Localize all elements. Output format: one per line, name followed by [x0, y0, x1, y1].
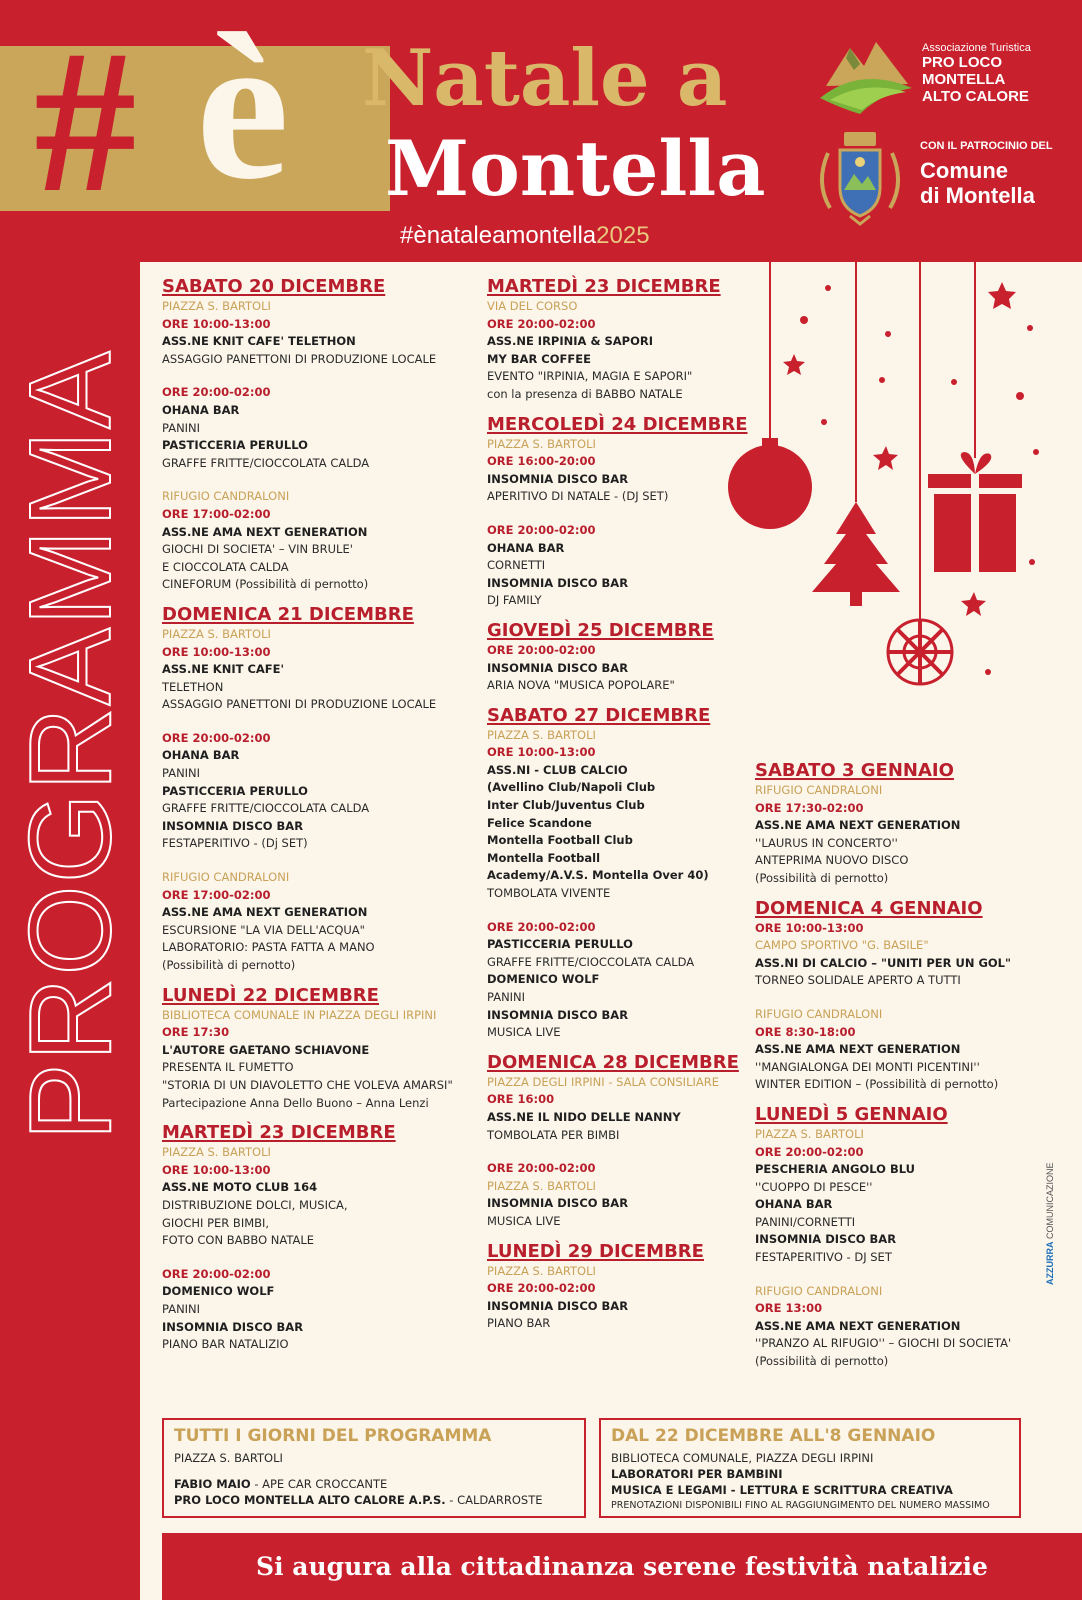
event-org-line: ASS.NE KNIT CAFE' TELETHON [162, 334, 356, 349]
event-desc-line: CORNETTI [487, 558, 546, 573]
event-place-line: PIAZZA S. BARTOLI [162, 299, 271, 313]
event-org-line: INSOMNIA DISCO BAR [755, 1232, 897, 1247]
event-day [487, 414, 747, 610]
library-box-line-1-text: LABORATORI PER BAMBINI [611, 1467, 783, 1481]
event-day [755, 1104, 1055, 1371]
e-letter-mark: è [196, 0, 290, 223]
title-montella: Montella [385, 124, 766, 213]
event-org-line: INSOMNIA DISCO BAR [487, 1007, 629, 1022]
proloco-logo [820, 32, 1070, 122]
proloco-line2: PRO LOCO [922, 54, 1003, 71]
daily-box-item-1-name: FABIO MAIO [174, 1477, 251, 1491]
comune-line3: di Montella [920, 183, 1035, 208]
event-date-heading: MARTEDÌ 23 DICEMBRE [162, 1122, 396, 1144]
event-block [755, 782, 1055, 888]
event-date-heading: SABATO 27 DICEMBRE [487, 704, 711, 726]
event-org-line: ASS.NE IRPINIA & SAPORI [487, 334, 654, 349]
event-desc-line: LABORATORIO: PASTA FATTA A MANO [162, 940, 375, 955]
event-place-line: CAMPO SPORTIVO "G. BASILE" [755, 938, 929, 953]
agency-rest: COMUNICAZIONE [1045, 1162, 1055, 1242]
event-place-line: BIBLIOTECA COMUNALE IN PIAZZA DEGLI IRPINI [162, 1007, 437, 1022]
hashtag-text: #ènataleamontella [400, 222, 597, 249]
event-date-heading: DOMENICA 21 DICEMBRE [162, 603, 414, 625]
event-block [487, 522, 747, 610]
event-org-line: PASTICCERIA PERULLO [162, 438, 308, 453]
event-desc-line: FOTO CON BABBO NATALE [162, 1233, 315, 1248]
event-block [755, 920, 1055, 990]
event-day [487, 276, 747, 404]
event-desc-line: PIANO BAR NATALIZIO [162, 1337, 289, 1352]
event-day [487, 1052, 747, 1231]
event-date-heading: SABATO 3 GENNAIO [755, 760, 954, 781]
event-date-heading: MARTEDÌ 23 DICEMBRE [487, 276, 721, 297]
event-block [487, 642, 747, 695]
event-desc-line: (Possibilità di pernotto) [755, 870, 889, 885]
event-day [162, 1122, 472, 1354]
event-time-line: ORE 20:00-02:00 [487, 1161, 596, 1176]
event-desc-line: GIOCHI PER BIMBI, [162, 1215, 270, 1230]
event-desc-line: WINTER EDITION – (Possibilità di pernotto) [755, 1077, 999, 1092]
event-time-line: ORE 20:00-02:00 [487, 316, 596, 331]
event-desc-line: GIOCHI DI SOCIETA' – VIN BRULE' [162, 542, 353, 557]
event-org-line: ASS.NE AMA NEXT GENERATION [755, 1042, 961, 1057]
daily-box-item-2-desc: - CALDARROSTE [445, 1493, 543, 1507]
event-org-line: INSOMNIA DISCO BAR [162, 818, 304, 833]
event-time-line: ORE 20:00-02:00 [487, 522, 596, 537]
event-org-line: Felice Scandone [487, 815, 592, 830]
event-block [162, 730, 472, 853]
event-block [162, 1007, 472, 1113]
daily-box-item-2-name: PRO LOCO MONTELLA ALTO CALORE A.P.S. [174, 1493, 446, 1507]
event-date-heading: GIOVEDÌ 25 DICEMBRE [487, 619, 714, 641]
header-banner [0, 0, 1082, 262]
event-place-line: VIA DEL CORSO [487, 299, 578, 313]
event-date-heading: DOMENICA 28 DICEMBRE [487, 1051, 739, 1073]
daily-box-item-2 [174, 1492, 574, 1508]
event-desc-line: ASSAGGIO PANETTONI DI PRODUZIONE LOCALE [162, 697, 437, 712]
event-place-line: RIFUGIO CANDRALONI [162, 489, 290, 504]
event-org-line: PASTICCERIA PERULLO [487, 937, 633, 952]
event-desc-line: TELETHON [162, 679, 224, 694]
gift-icon [928, 452, 1022, 572]
event-place-line: RIFUGIO CANDRALONI [755, 1006, 883, 1021]
event-day [755, 898, 1055, 1094]
event-org-line: INSOMNIA DISCO BAR [162, 1319, 304, 1334]
event-org-line: ASS.NI DI CALCIO – "UNITI PER UN GOL" [755, 955, 1011, 970]
event-desc-line: GRAFFE FRITTE/CIOCCOLATA CALDA [162, 455, 370, 470]
event-org-line: ASS.NI - CLUB CALCIO [487, 762, 628, 777]
agency-credit [1045, 1162, 1055, 1285]
event-desc-line: APERITIVO DI NATALE - (DJ SET) [487, 489, 669, 504]
library-box-line-1 [611, 1466, 1009, 1482]
event-day [755, 760, 1055, 888]
bauble-icon [728, 438, 812, 529]
event-day [162, 604, 472, 975]
comune-line1: CON IL PATROCINIO DEL [920, 140, 1053, 152]
event-desc-line: ''PRANZO AL RIFUGIO'' – GIOCHI DI SOCIETA' [755, 1336, 1012, 1351]
event-block [487, 298, 747, 404]
event-time-line: ORE 20:00-02:00 [162, 385, 271, 400]
event-org-line: ASS.NE AMA NEXT GENERATION [162, 905, 368, 920]
event-org-line: INSOMNIA DISCO BAR [487, 660, 629, 675]
event-block [162, 488, 472, 594]
event-desc-line: (Possibilità di pernotto) [162, 958, 296, 972]
event-desc-line: con la presenza di BABBO NATALE [487, 386, 683, 401]
event-org-line: PESCHERIA ANGOLO BLU [755, 1162, 915, 1177]
event-org-line: ASS.NE AMA NEXT GENERATION [755, 1318, 961, 1333]
program-column-1 [162, 276, 472, 1364]
event-desc-line: FESTAPERITIVO - DJ SET [755, 1250, 892, 1265]
comune-patronage [810, 128, 1080, 228]
event-desc-line: ''MANGIALONGA DEI MONTI PICENTINI'' [755, 1059, 980, 1074]
event-place-line: RIFUGIO CANDRALONI [755, 783, 883, 797]
hash-mark: # [34, 8, 129, 235]
event-day [162, 276, 472, 594]
event-org-line: Inter Club/Juventus Club [487, 798, 645, 813]
event-time-line: ORE 17:30 [162, 1025, 230, 1040]
program-column-2 [487, 276, 747, 1343]
event-block [487, 727, 747, 903]
daily-program-box [162, 1418, 586, 1518]
event-block [487, 1074, 747, 1144]
event-desc-line: TORNEO SOLIDALE APERTO A TUTTI [755, 973, 961, 988]
event-desc-line: DJ FAMILY [487, 593, 542, 608]
event-time-line: ORE 16:00-20:00 [487, 454, 596, 469]
event-place-line: PIAZZA S. BARTOLI [487, 1263, 596, 1278]
event-org-line: DOMENICO WOLF [162, 1284, 275, 1299]
event-desc-line: ''CUOPPO DI PESCE'' [755, 1179, 873, 1194]
event-desc-line: TOMBOLATA PER BIMBI [487, 1127, 620, 1142]
event-time-line: ORE 17:30-02:00 [755, 800, 864, 815]
event-time-line: ORE 20:00-02:00 [162, 730, 271, 745]
event-block [162, 384, 472, 472]
event-date-heading: LUNEDÌ 5 GENNAIO [755, 1103, 948, 1125]
proloco-line3: MONTELLA [922, 71, 1006, 88]
event-desc-line: PANINI [162, 420, 201, 435]
library-box-line-3: PRENOTAZIONI DISPONIBILI FINO AL RAGGIUNGIMENTO DEL NUMERO MASSIMO [611, 1500, 990, 1511]
event-desc-line: PANINI [487, 990, 526, 1004]
event-time-line: ORE 17:00-02:00 [162, 887, 271, 902]
library-box-line-2-text: MUSICA E LEGAMI - LETTURA E SCRITTURA CREATIVA [611, 1483, 953, 1497]
event-time-line: ORE 20:00-02:00 [487, 919, 596, 934]
event-desc-line: ASSAGGIO PANETTONI DI PRODUZIONE LOCALE [162, 351, 437, 366]
event-block [755, 1126, 1055, 1267]
event-desc-line: PANINI [162, 1301, 201, 1316]
event-date-heading: SABATO 20 DICEMBRE [162, 276, 386, 297]
event-time-line: ORE 20:00-02:00 [162, 1266, 271, 1281]
event-desc-line: ARIA NOVA "MUSICA POPOLARE" [487, 678, 675, 693]
event-desc-line: ESCURSIONE "LA VIA DELL'ACQUA" [162, 922, 365, 937]
event-org-line: L'AUTORE GAETANO SCHIAVONE [162, 1042, 370, 1057]
event-desc-line: ANTEPRIMA NUOVO DISCO [755, 853, 909, 868]
library-box-title: DAL 22 DICEMBRE ALL'8 GENNAIO [611, 1426, 936, 1446]
event-org-line: (Avellino Club/Napoli Club [487, 780, 656, 795]
event-org-line: OHANA BAR [755, 1197, 833, 1212]
event-org-line: ASS.NE AMA NEXT GENERATION [755, 818, 961, 833]
hashtag-year: 2025 [596, 222, 650, 249]
event-date-heading: LUNEDÌ 29 DICEMBRE [487, 1240, 704, 1262]
event-place-line: PIAZZA S. BARTOLI [162, 1145, 271, 1160]
event-desc-line: TOMBOLATA VIVENTE [487, 886, 611, 901]
event-place-line: PIAZZA S. BARTOLI [487, 436, 596, 451]
event-org-line: INSOMNIA DISCO BAR [487, 1196, 629, 1211]
daily-box-place: PIAZZA S. BARTOLI [174, 1451, 283, 1465]
proloco-line1: Associazione Turistica [922, 42, 1031, 54]
event-org-line: ASS.NE AMA NEXT GENERATION [162, 524, 368, 539]
event-org-line: ASS.NE KNIT CAFE' [162, 662, 285, 677]
event-time-line: ORE 17:00-02:00 [162, 506, 271, 521]
event-block [162, 1266, 472, 1354]
event-org-line: INSOMNIA DISCO BAR [487, 575, 629, 590]
event-org-line: INSOMNIA DISCO BAR [487, 471, 629, 486]
crest-icon [810, 128, 910, 228]
agency-brand: AZZURRA [1045, 1241, 1055, 1285]
proloco-line4: ALTO CALORE [922, 88, 1029, 105]
comune-text [920, 140, 1053, 208]
event-day [487, 620, 747, 695]
comune-line2: Comune [920, 158, 1008, 183]
tree-icon [812, 502, 900, 606]
footer-greeting: Si augura alla cittadinanza serene festività natalizie [256, 1552, 988, 1581]
event-time-line: ORE 20:00-02:00 [487, 642, 596, 657]
event-time-line: ORE 8:30-18:00 [755, 1024, 856, 1039]
daily-box-title: TUTTI I GIORNI DEL PROGRAMMA [174, 1426, 492, 1446]
event-desc-line: FESTAPERITIVO - (Dj SET) [162, 836, 308, 851]
event-org-line: ASS.NE MOTO CLUB 164 [162, 1180, 318, 1195]
library-box-line-2 [611, 1482, 1009, 1498]
event-desc-line: EVENTO "IRPINIA, MAGIA E SAPORI" [487, 369, 693, 384]
event-time-line: ORE 10:00-13:00 [162, 644, 271, 659]
mountain-logo-icon [820, 36, 915, 116]
event-org-line: Montella Football Club [487, 833, 633, 848]
event-org-line: OHANA BAR [162, 402, 240, 417]
proloco-text [922, 42, 1031, 105]
event-desc-line: ''LAURUS IN CONCERTO'' [755, 835, 898, 850]
event-block [487, 919, 747, 1042]
event-time-line: ORE 10:00-13:00 [755, 920, 864, 935]
event-block [487, 1160, 747, 1230]
event-place-line: PIAZZA S. BARTOLI [487, 727, 596, 742]
event-desc-line: Partecipazione Anna Dello Buono – Anna Lenzi [162, 1095, 429, 1110]
event-time-line: ORE 13:00 [755, 1301, 823, 1316]
event-desc-line: PANINI [162, 766, 201, 781]
event-org-line: ASS.NE IL NIDO DELLE NANNY [487, 1109, 681, 1124]
event-date-heading: MERCOLEDÌ 24 DICEMBRE [487, 413, 748, 435]
event-desc-line: GRAFFE FRITTE/CIOCCOLATA CALDA [162, 801, 370, 816]
daily-box-item-1-desc: - APE CAR CROCCANTE [250, 1477, 388, 1491]
event-org-line: Montella Football [487, 850, 601, 865]
christmas-ornaments [728, 262, 1082, 722]
snowflake-icon [888, 620, 952, 684]
event-block [755, 1006, 1055, 1094]
event-desc-line: CINEFORUM (Possibilità di pernotto) [162, 577, 369, 592]
event-org-line: INSOMNIA DISCO BAR [487, 1298, 629, 1313]
event-place-line: RIFUGIO CANDRALONI [755, 1283, 883, 1298]
event-block [487, 436, 747, 506]
event-time-line: ORE 10:00-13:00 [162, 316, 271, 331]
daily-box-item-1 [174, 1476, 574, 1492]
event-org-line: Academy/A.V.S. Montella Over 40) [487, 868, 709, 883]
event-desc-line: DISTRIBUZIONE DOLCI, MUSICA, [162, 1197, 348, 1212]
event-time-line: ORE 20:00-02:00 [755, 1144, 864, 1159]
event-block [162, 298, 472, 368]
event-time-line: ORE 16:00 [487, 1092, 555, 1107]
event-time-line: ORE 10:00-13:00 [487, 745, 596, 760]
footer-banner [162, 1533, 1082, 1600]
event-desc-line: PANINI/CORNETTI [755, 1214, 856, 1229]
event-desc-line: (Possibilità di pernotto) [755, 1354, 889, 1369]
program-column-3 [755, 760, 1055, 1381]
event-day [487, 1241, 747, 1333]
event-date-heading: LUNEDÌ 22 DICEMBRE [162, 984, 379, 1006]
event-day [487, 705, 747, 1042]
event-org-line: PASTICCERIA PERULLO [162, 783, 308, 798]
event-place-line: PIAZZA S. BARTOLI [755, 1126, 864, 1141]
library-box-place: BIBLIOTECA COMUNALE, PIAZZA DEGLI IRPINI [611, 1451, 874, 1465]
event-desc-line: "STORIA DI UN DIAVOLETTO CHE VOLEVA AMARSI" [162, 1077, 453, 1092]
library-program-box [599, 1418, 1021, 1518]
event-place-line: PIAZZA DEGLI IRPINI - SALA CONSILIARE [487, 1074, 719, 1089]
event-desc-line: MUSICA LIVE [487, 1213, 561, 1228]
event-block [162, 626, 472, 714]
event-time-line: ORE 20:00-02:00 [487, 1281, 596, 1296]
event-org-line: OHANA BAR [487, 540, 565, 555]
event-desc-line: GRAFFE FRITTE/CIOCCOLATA CALDA [487, 954, 695, 969]
event-desc-line: PIANO BAR [487, 1316, 551, 1331]
event-org-line: OHANA BAR [162, 748, 240, 763]
event-org-line: DOMENICO WOLF [487, 972, 600, 987]
event-org-line: MY BAR COFFEE [487, 351, 591, 366]
event-day [162, 985, 472, 1113]
event-desc-line: MUSICA LIVE [487, 1025, 561, 1040]
event-place-line: RIFUGIO CANDRALONI [162, 870, 290, 885]
event-place-line: PIAZZA S. BARTOLI [487, 1178, 596, 1193]
event-desc-line: PRESENTA IL FUMETTO [162, 1060, 294, 1075]
event-block [755, 1283, 1055, 1371]
event-block [487, 1263, 747, 1333]
event-place-line: PIAZZA S. BARTOLI [162, 626, 271, 641]
event-time-line: ORE 10:00-13:00 [162, 1162, 271, 1177]
event-date-heading: DOMENICA 4 GENNAIO [755, 897, 983, 919]
event-desc-line: E CIOCCOLATA CALDA [162, 559, 289, 574]
programma-title: PROGRAMMA [5, 349, 135, 1141]
title-natale-a: Natale a [362, 33, 728, 124]
event-block [162, 1144, 472, 1250]
event-block [162, 869, 472, 975]
hashtag [400, 222, 650, 250]
